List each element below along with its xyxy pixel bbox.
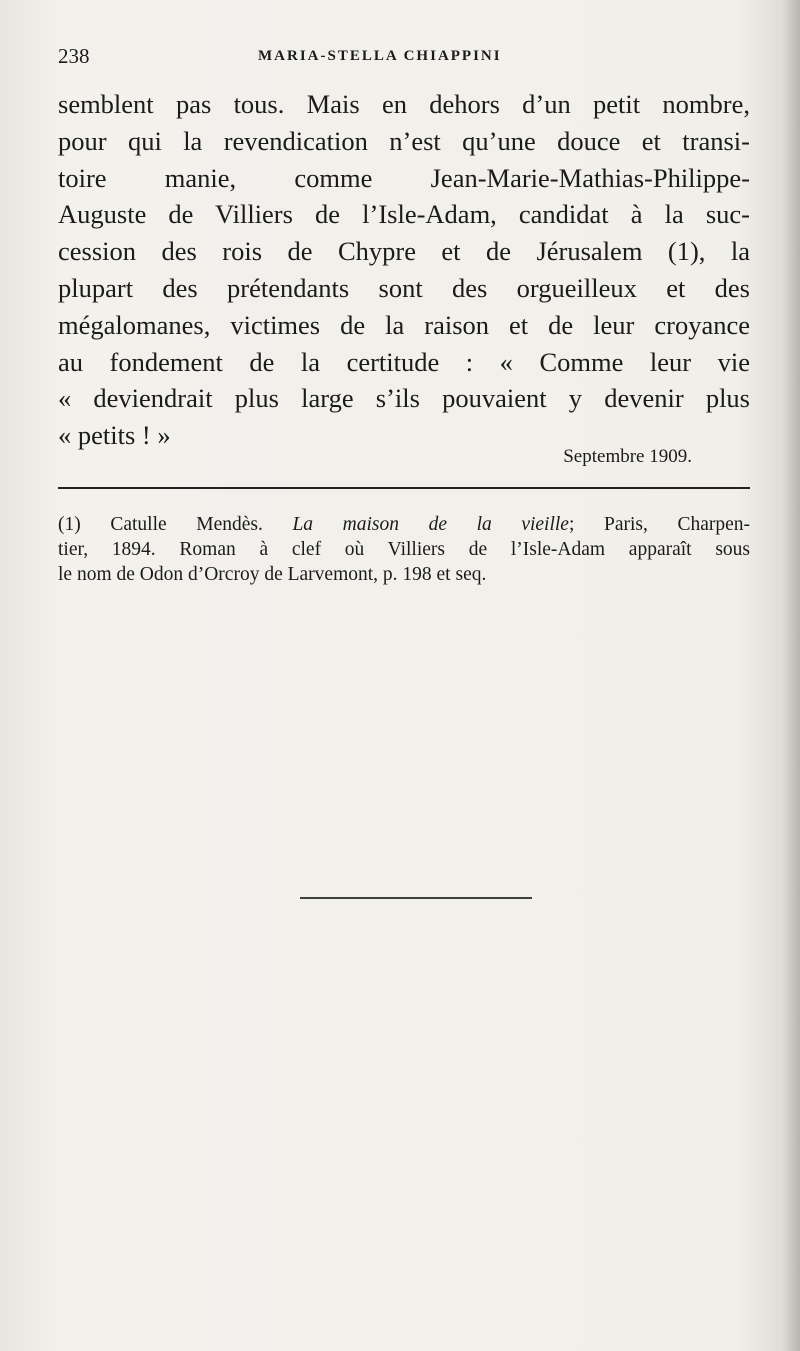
footnote-rule [58,487,750,489]
text-line: plupart des prétendants sont des orgueilleux et des [58,272,750,303]
text-line: mégalomanes, victimes de la raison et de leur croyance [58,309,750,340]
footnote [58,512,750,587]
text-line: cession des rois de Chypre et de Jérusalem (1), la [58,236,750,267]
text-line: au fondement de la certitude : « Comme leur vie [58,346,750,377]
footnote-line: (1) Catulle Mendès. La maison de la vieille; Paris, Charpen- [58,514,750,535]
text-line: « deviendrait plus large s’ils pouvaient y devenir plus [58,383,750,414]
text-line: toire manie, comme Jean-Marie-Mathias-Philippe- [58,162,750,193]
page-gutter-shadow [782,0,800,1351]
text-line: pour qui la revendication n’est qu’une douce et transi- [58,125,750,156]
footnote-line: tier, 1894. Roman à clef où Villiers de l’Isle-Adam apparaît sous [58,539,750,560]
text-line: semblent pas tous. Mais en dehors d’un petit nombre, [58,89,750,119]
text-line: « petits ! » [58,420,171,451]
text-line: Auguste de Villiers de l’Isle-Adam, candidat à la suc- [58,199,750,230]
footnote-line: le nom de Odon d’Orcroy de Larvemont, p. 198 et seq. [58,564,487,585]
date-signature: Septembre 1909. [563,446,692,467]
page-number: 238 [58,44,90,68]
show-through-rule [300,897,532,899]
main-paragraph [58,86,750,454]
running-head: MARIA-STELLA CHIAPPINI [258,48,502,64]
page-header [58,44,748,74]
